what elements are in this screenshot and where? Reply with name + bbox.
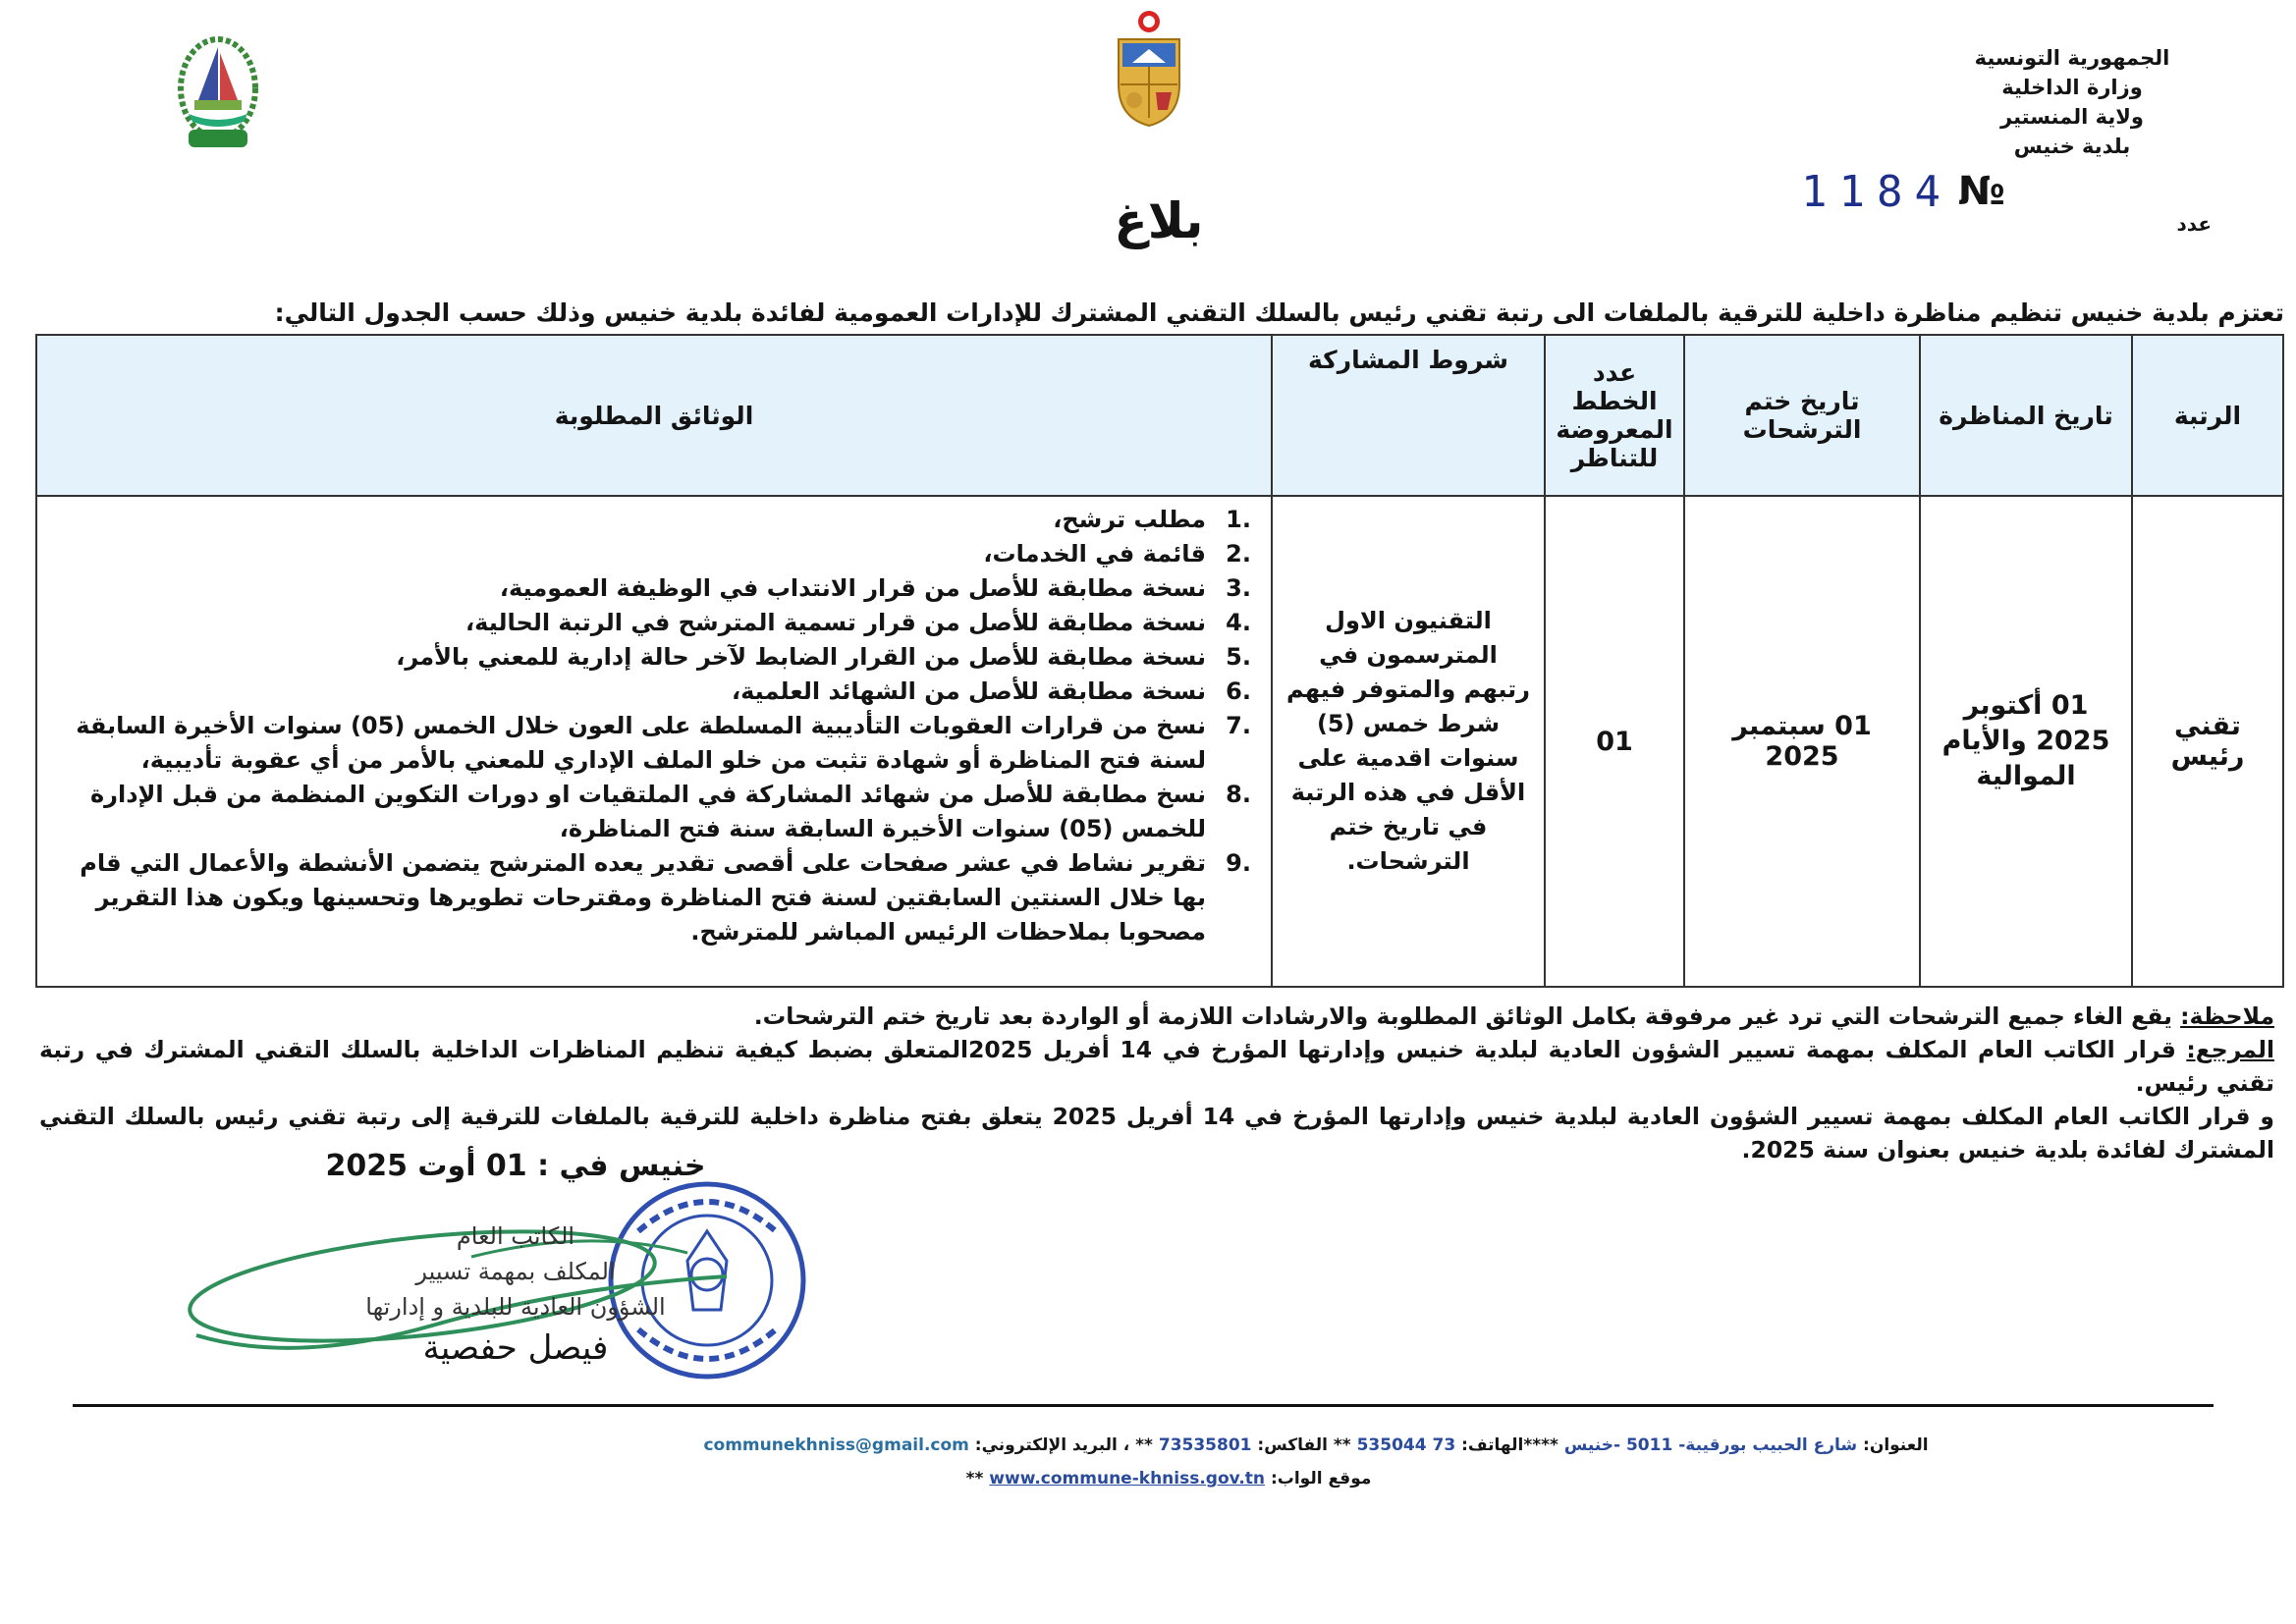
reference-paragraph <box>39 1033 2274 1100</box>
cell-positions: 01 <box>1545 496 1684 987</box>
cell-exam-date: 01 أكتوبر 2025 والأيام الموالية <box>1920 496 2132 987</box>
footer-website <box>943 1469 1394 1489</box>
signing-date: خنيس في : 01 أوت 2025 <box>325 1149 706 1183</box>
list-item: مطلب ترشح، <box>1053 506 1206 533</box>
list-item: نسخة مطابقة للأصل من الشهائد العلمية، <box>732 677 1206 705</box>
coat-of-arms-icon <box>1113 8 1185 128</box>
number-word: عدد <box>2176 212 2212 236</box>
email-link[interactable]: communekhniss@gmail.com <box>703 1435 969 1455</box>
address-label: العنوان: <box>1863 1435 1929 1455</box>
documents-list <box>45 503 1263 949</box>
header-line: بلدية خنيس <box>2013 135 2131 158</box>
list-item: نسخة مطابقة للأصل من قرار تسمية المترشح في الرتبة الحالية، <box>465 609 1206 636</box>
reference-number: 1184 <box>1801 167 1952 217</box>
competition-table <box>35 334 2284 988</box>
signature-block <box>304 1149 727 1368</box>
list-item: نسخ مطابقة للأصل من شهائد المشاركة في الملتقيات او دورات التكوين المنظمة من قبل الإدارة للخمس (05) سنوات الأخيرة السابقة سنة فتح المناظرة، <box>90 781 1206 842</box>
note-label: ملاحظة: <box>2180 1002 2274 1030</box>
note-text: يقع الغاء جميع الترشحات التي ترد غير مرفوقة بكامل الوثائق المطلوبة والارشادات اللازمة أو الواردة بعد تاريخ ختم الترشحات. <box>753 1002 2181 1030</box>
number-symbol: № <box>1957 169 2005 214</box>
header-positions: عدد الخطط المعروضة للتناظر <box>1545 335 1684 496</box>
list-item: نسخ من قرارات العقوبات التأديبية المسلطة على العون خلال الخمس (05) سنوات الأخيرة السابقة لسنة فتح المناظرة أو شهادة تثبت من خلو الملف الإداري للمعني بالأمر من أي عقوبة تأديبية، <box>76 712 1206 774</box>
cell-deadline: 01 سبتمبر 2025 <box>1684 496 1920 987</box>
website-link[interactable]: www.commune-khniss.gov.tn <box>989 1469 1266 1489</box>
reference-text: قرار الكاتب العام المكلف بمهمة تسيير الشؤون العادية لبلدية خنيس وإدارتها المؤرخ في 14 أفريل 2025المتعلق بضبط كيفية تنظيم المناظرات الداخلية بالسلك التقني المشترك في رتبة تقني رئيس. <box>39 1036 2274 1097</box>
fax-label: ** الفاكس: <box>1257 1435 1351 1455</box>
table-header-row <box>36 335 2283 496</box>
cell-conditions: التقنيون الاول المترسمون في رتبهم والمتوفر فيهم شرط خمس (5) سنوات اقدمية على الأقل في هذه الرتبة في تاريخ ختم الترشحات. <box>1272 496 1545 987</box>
notes-section <box>39 1000 2274 1166</box>
footer-contact <box>530 1435 2102 1455</box>
fax-number: 73535801 <box>1158 1435 1252 1455</box>
email-label: ** ، البريد الإلكتروني: <box>974 1435 1153 1455</box>
signer-name: فيصل حفصية <box>422 1328 609 1368</box>
list-item: تقرير نشاط في عشر صفحات على أقصى تقدير يعده المترشح يتضمن الأنشطة والأعمال التي قام بها خلال السنتين السابقتين لسنة فتح المناظرة ومقترحات تطويرها وتحسينها ويكون هذا التقرير مصحوبا بملاحظات الرئيس المباشر للمترشح. <box>80 849 1206 946</box>
note-paragraph <box>39 1000 2274 1033</box>
cell-documents <box>36 496 1272 987</box>
header-rank: الرتبة <box>2132 335 2283 496</box>
table-row <box>36 496 2283 987</box>
signer-role-line: الكاتب العام <box>456 1222 575 1250</box>
list-item: نسخة مطابقة للأصل من قرار الانتداب في الوظيفة العمومية، <box>499 574 1206 602</box>
header-documents: الوثائق المطلوبة <box>36 335 1272 496</box>
list-item: قائمة في الخدمات، <box>983 540 1206 568</box>
reference-paragraph-2: و قرار الكاتب العام المكلف بمهمة تسيير الشؤون العادية لبلدية خنيس وإدارتها المؤرخ في 14 أفريل 2025 يتعلق بفتح مناظرة داخلية للترقية بالملفات للترقية إلى رتبة تقني رئيس بالسلك التقني المشترك لفائدة بلدية خنيس بعنوان سنة 2025. <box>39 1103 2274 1164</box>
document-title: بلاغ <box>1114 192 1204 249</box>
address-text: شارع الحبيب بورقيبة- 5011 -خنيس <box>1563 1435 1858 1455</box>
municipality-logo-icon <box>169 27 267 157</box>
cell-rank: تقني رئيس <box>2132 496 2283 987</box>
list-item: نسخة مطابقة للأصل من القرار الضابط لآخر حالة إدارية للمعني بالأمر، <box>396 643 1206 671</box>
header-deadline: تاريخ ختم الترشحات <box>1684 335 1920 496</box>
reference-label: المرجع: <box>2186 1036 2274 1063</box>
header-line: الجمهورية التونسية <box>1974 46 2170 70</box>
footer-divider <box>73 1404 2214 1407</box>
header-line: وزارة الداخلية <box>2001 76 2143 99</box>
website-suffix: ** <box>965 1469 984 1489</box>
phone-number: 73 535044 <box>1356 1435 1456 1455</box>
signer-role-line: المكلف بمهمة تسيير <box>415 1258 616 1285</box>
header-line: ولاية المنستير <box>2000 105 2144 129</box>
phone-label: ****الهاتف: <box>1461 1435 1558 1455</box>
signer-role-line: الشؤون العادية للبلدية و إدارتها <box>365 1293 666 1321</box>
issuer-header <box>1925 43 2219 161</box>
header-exam-date: تاريخ المناظرة <box>1920 335 2132 496</box>
header-conditions: شروط المشاركة <box>1272 335 1545 496</box>
intro-paragraph: تعتزم بلدية خنيس تنظيم مناظرة داخلية للترقية بالملفات الى رتبة تقني رئيس بالسلك التقني المشترك للإدارات العمومية لفائدة بلدية خنيس وذلك حسب الجدول التالي: <box>274 298 2284 327</box>
website-label: موقع الواب: <box>1270 1469 1372 1489</box>
